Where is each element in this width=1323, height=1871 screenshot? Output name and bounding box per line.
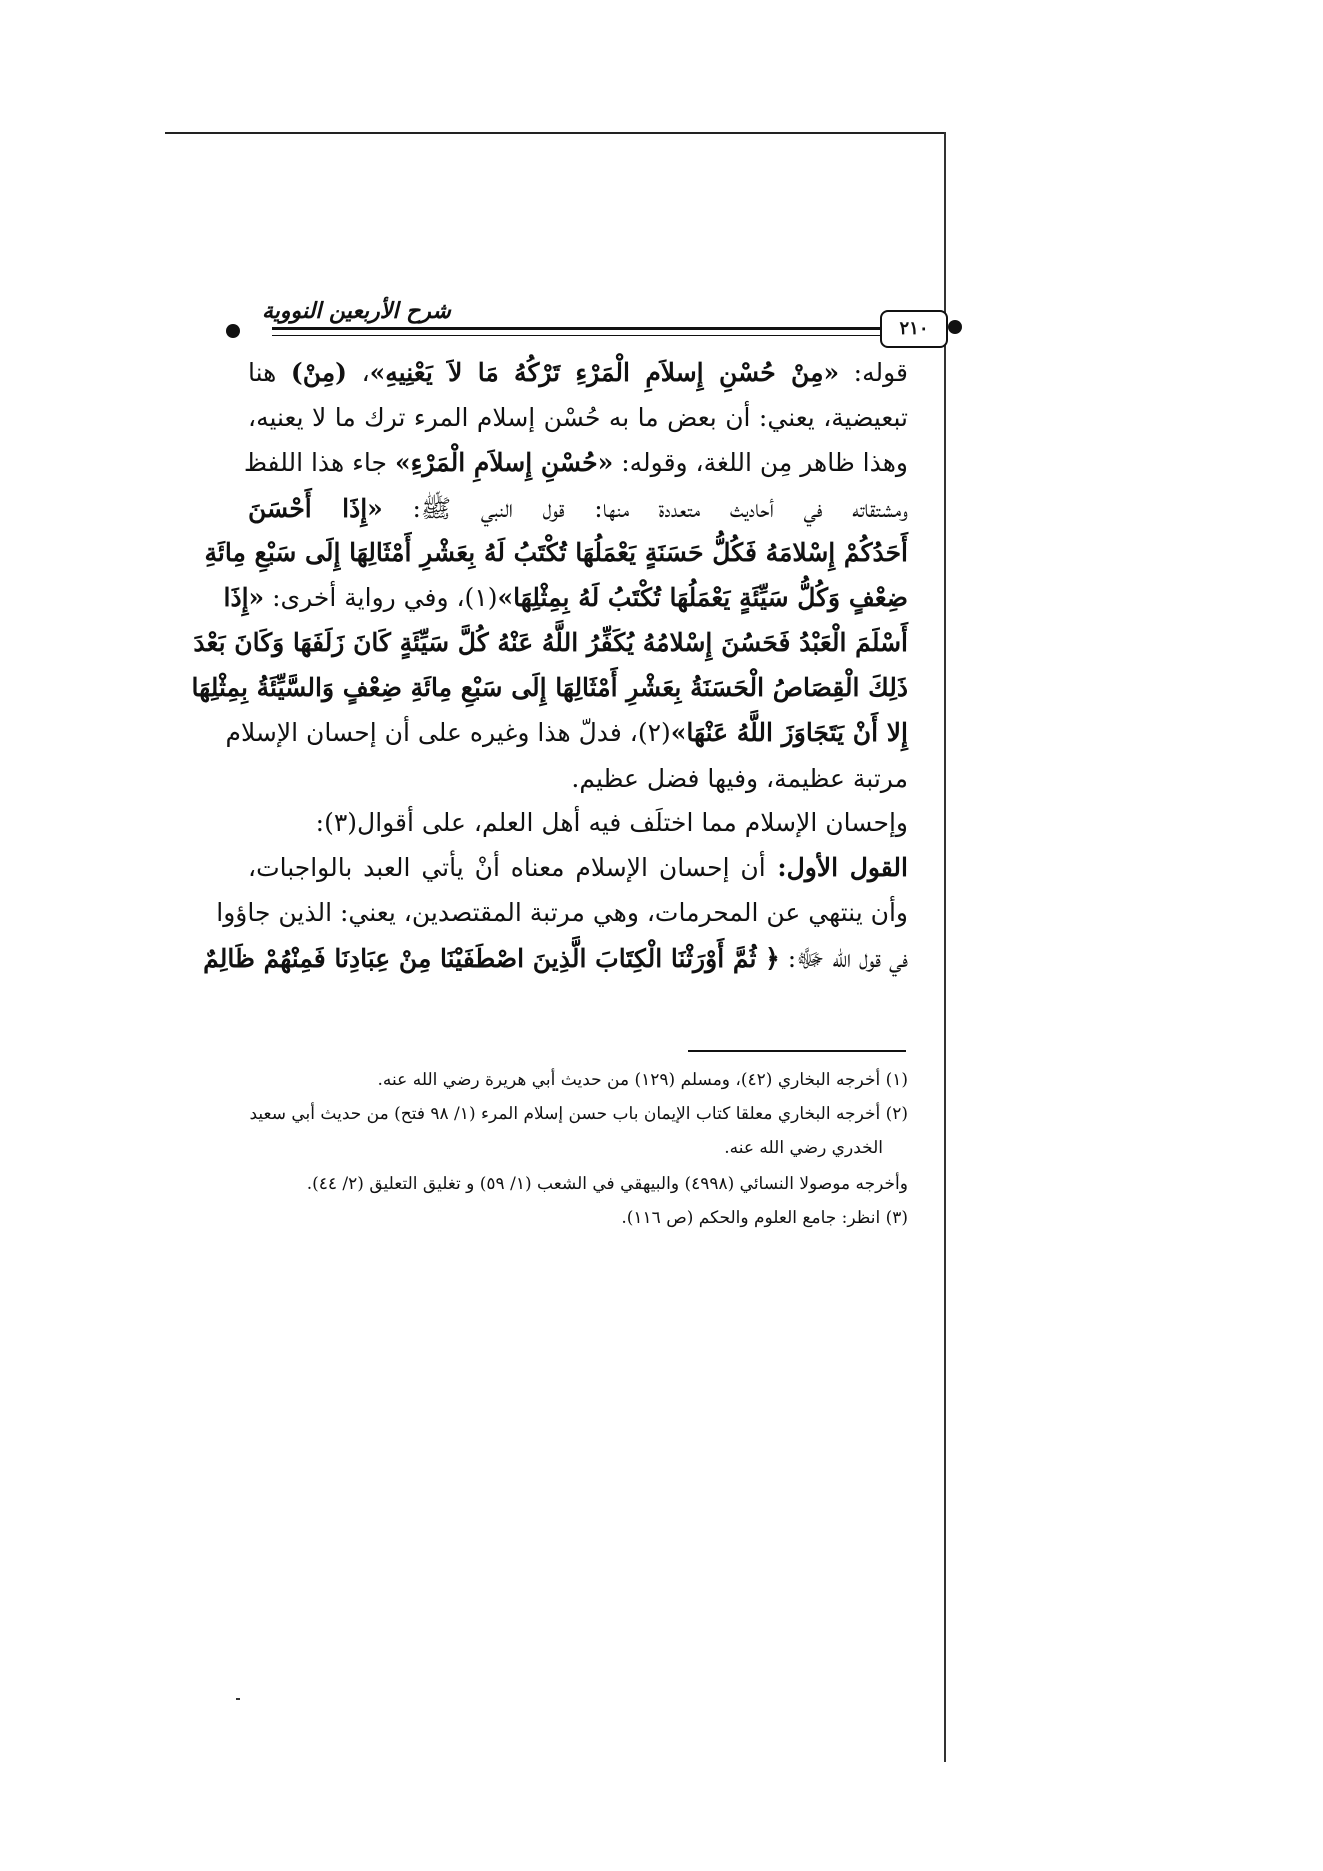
text-segment: أن إحسان الإسلام معناه أنْ يأتي العبد بالواجبات، [248,853,766,882]
header-rule [272,327,912,336]
quoted-text: (مِنْ) [290,358,348,387]
footnote-separator [688,1050,906,1052]
text-segment: هنا [248,358,291,387]
text-line [203,943,908,980]
header-ornament-dot-left [226,324,240,338]
text-line [248,358,908,387]
footnote: (٣) انظر: جامع العلوم والحكم (ص ١١٦). [621,1208,908,1228]
text-line [243,448,908,477]
quoted-text: «مِنْ حُسْنِ إِسلاَمِ الْمَرْءِ تَرْكُهُ مَا لاَ يَعْنِيهِ» [369,358,840,387]
quoted-text: إِلا أَنْ يَتَجَاوَزَ اللَّهُ عَنْهَا» [670,718,908,747]
text-segment: تبعيضية، يعني: أن بعض ما به حُسْن إسلام المرء ترك ما لا يعنيه، [248,403,908,432]
text-line [204,538,908,567]
text-line [223,583,908,612]
page-number: ٢١٠ [880,310,948,348]
text-line [248,853,908,882]
footnote: (٢) أخرجه البخاري معلقا كتاب الإيمان باب حسن إسلام المرء (١/ ٩٨ فتح) من حديث أبي سعيد [249,1104,908,1124]
text-segment: مرتبة عظيمة، وفيها فضل عظيم. [571,764,908,793]
header-ornament-dot-right [948,320,962,334]
text-segment: ، [347,358,370,387]
text-segment: وهذا ظاهر مِن اللغة، وقوله: [613,448,908,477]
footnote: الخدري رضي الله عنه. [724,1138,883,1158]
footnote: وأخرجه موصولا النسائي (٤٩٩٨) والبيهقي في الشعب (١/ ٥٩) و تغليق التعليق (٢/ ٤٤). [306,1174,908,1194]
quoted-text: ﴿ ثُمَّ أَوْرَثْنَا الْكِتَابَ الَّذِينَ اصْطَفَيْنَا مِنْ عِبَادِنَا فَمِنْهُمْ ظَالِمٌ [203,944,780,973]
text-line [248,764,908,793]
text-segment: قوله: [839,358,908,387]
quoted-text: القول الأول: [765,853,908,882]
footnote: (١) أخرجه البخاري (٤٢)، ومسلم (١٢٩) من حديث أبي هريرة رضي الله عنه. [377,1070,908,1090]
scan-speck [236,1698,240,1700]
quoted-text: أَحَدُكُمْ إِسْلامَهُ فَكُلُّ حَسَنَةٍ يَعْمَلُهَا تُكْتَبُ لَهُ بِعَشْرِ أَمْثَالِهَا إِلَى سَبْعِ مِائَةِ [204,538,908,567]
quoted-text: ذَلِكَ الْقِصَاصُ الْحَسَنَةُ بِعَشْرِ أَمْثَالِهَا إِلَى سَبْعِ مِائَةِ ضِعْفٍ وَالسَّيِّئَةُ بِمِثْلِهَا [191,673,908,702]
quoted-text: «حُسْنِ إِسلاَمِ الْمَرْءِ» [394,448,614,477]
text-segment: جاء هذا اللفظ [243,448,395,477]
quoted-text: ضِعْفٍ وَكُلُّ سَيِّئَةٍ يَعْمَلُهَا تُكْتَبُ لَهُ بِمِثْلِهَا» [497,583,908,612]
text-segment: وأن ينتهي عن المحرمات، وهي مرتبة المقتصدين، يعني: الذين جاؤوا [216,898,908,927]
quoted-text: «إِذَا [223,583,265,612]
quoted-text: أَسْلَمَ الْعَبْدُ فَحَسُنَ إِسْلامُهُ يُكَفِّرُ اللَّهُ عَنْهُ كُلَّ سَيِّئَةٍ كَانَ زَلَفَهَا وَكَانَ بَعْدَ [193,628,908,657]
text-segment: في قول الله ﷻ: [779,944,908,973]
text-line [193,628,908,657]
text-line [216,898,908,927]
text-segment: (١)، وفي رواية أخرى: [264,583,498,612]
text-segment: ومشتقاته في أحاديث متعددة منها: قول النبي ﷺ: [382,494,909,523]
quoted-text: «إِذَا أَحْسَنَ [248,494,383,523]
text-line [225,718,908,747]
text-line [248,493,908,530]
running-header-title: شرح الأربعين النووية [262,298,451,324]
text-segment: (٢)، فدلّ هذا وغيره على أن إحسان الإسلام [225,718,671,747]
text-line [191,673,908,702]
scan-border-right [944,132,946,1762]
text-segment: وإحسان الإسلام مما اختلَف فيه أهل العلم، على أقوال(٣): [315,808,908,837]
text-line [248,403,908,432]
text-line [248,808,908,837]
scan-border-top [165,132,946,134]
